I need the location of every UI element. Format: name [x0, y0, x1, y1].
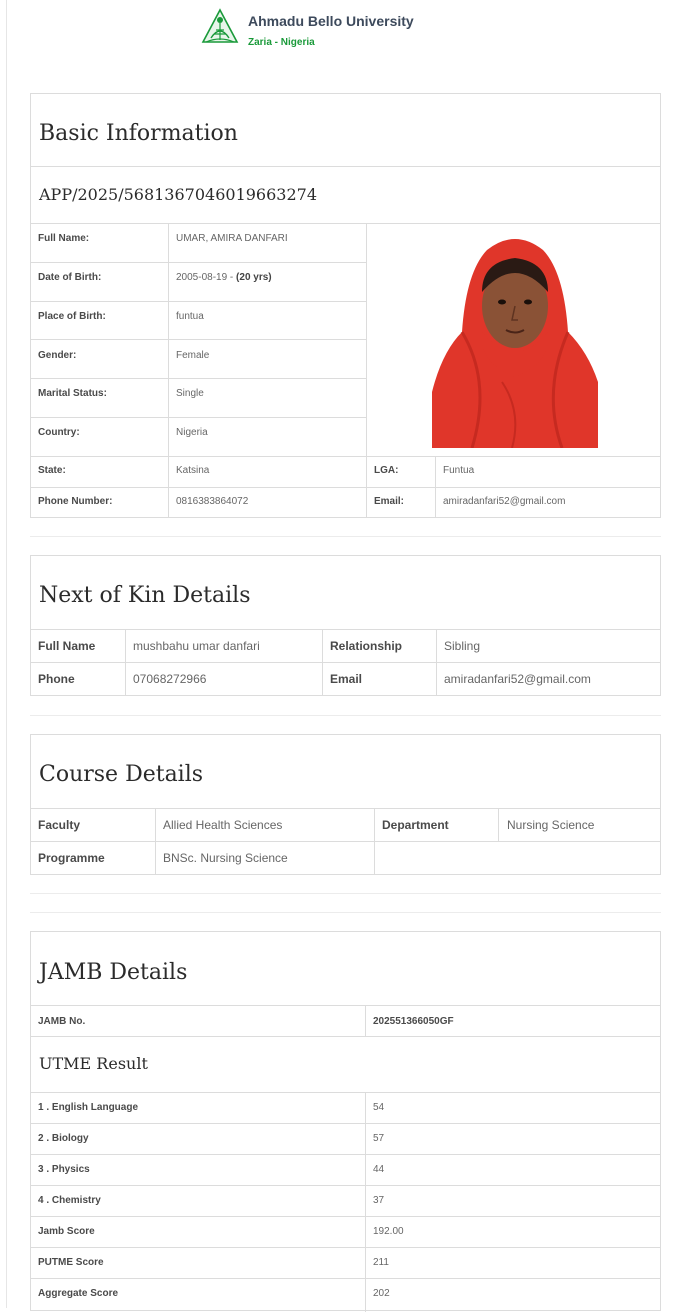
utme-subject-label: 2 . Biology [38, 1133, 89, 1144]
section-divider [30, 715, 661, 716]
aggregate-score-label: Aggregate Score [38, 1288, 119, 1299]
jamb-details-title: JAMB Details [39, 960, 188, 985]
place-of-birth-value: funtua [176, 311, 204, 322]
lga-label: LGA: [374, 465, 399, 476]
nok-full-name-label: Full Name [38, 639, 96, 653]
state-label: State: [38, 465, 66, 476]
place-of-birth-label: Place of Birth: [38, 311, 106, 322]
jamb-score-value: 192.00 [373, 1226, 404, 1237]
email-label: Email: [374, 496, 405, 507]
nok-relationship-label: Relationship [330, 639, 403, 653]
nok-email-label: Email [330, 672, 363, 686]
faculty-value: Allied Health Sciences [163, 818, 283, 832]
passport-photo-image [432, 232, 598, 448]
course-details-title: Course Details [39, 762, 204, 787]
university-header [200, 8, 460, 48]
full-name-value: UMAR, AMIRA DANFARI [176, 233, 288, 244]
putme-score-value: 211 [373, 1257, 389, 1268]
phone-number-value: 0816383864072 [176, 496, 249, 507]
university-logo [200, 8, 240, 46]
section-divider [30, 893, 661, 894]
full-name-label: Full Name: [38, 233, 90, 244]
jamb-score-label: Jamb Score [38, 1226, 95, 1237]
gender-label: Gender: [38, 350, 77, 361]
jamb-details-panel [30, 931, 661, 1311]
gender-value: Female [176, 350, 210, 361]
aggregate-score-value: 202 [373, 1288, 390, 1299]
nok-relationship-value: Sibling [444, 639, 481, 653]
utme-subject-score: 37 [373, 1195, 385, 1206]
utme-subject-score: 44 [373, 1164, 385, 1175]
next-of-kin-panel [30, 555, 661, 696]
utme-result-title: UTME Result [39, 1054, 148, 1073]
jamb-no-value: 202551366050GF [373, 1016, 454, 1027]
utme-subject-score: 54 [373, 1102, 385, 1113]
section-divider [30, 536, 661, 537]
putme-score-label: PUTME Score [38, 1257, 104, 1268]
applicant-photo [432, 232, 598, 448]
programme-label: Programme [38, 851, 105, 865]
programme-value: BNSc. Nursing Science [163, 851, 288, 865]
country-value: Nigeria [176, 427, 208, 438]
next-of-kin-title: Next of Kin Details [39, 583, 251, 608]
jamb-no-label: JAMB No. [38, 1016, 86, 1027]
faculty-label: Faculty [38, 818, 81, 832]
email-value: amiradanfari52@gmail.com [443, 496, 566, 507]
course-details-panel [30, 734, 661, 875]
utme-subject-label: 4 . Chemistry [38, 1195, 101, 1206]
utme-subject-score: 57 [373, 1133, 385, 1144]
lga-value: Funtua [443, 465, 475, 476]
university-name: Ahmadu Bello University [248, 13, 414, 29]
phone-number-label: Phone Number: [38, 496, 113, 507]
application-number: APP/2025/5681367046019663274 [39, 185, 317, 204]
utme-subject-label: 1 . English Language [38, 1102, 139, 1113]
nok-email-value: amiradanfari52@gmail.com [444, 672, 591, 686]
age-text: (20 yrs) [236, 272, 272, 283]
date-of-birth-label: Date of Birth: [38, 272, 102, 283]
department-label: Department [382, 818, 449, 832]
state-value: Katsina [176, 465, 210, 476]
date-of-birth-value [176, 272, 272, 283]
nok-phone-label: Phone [38, 672, 75, 686]
marital-status-value: Single [176, 388, 204, 399]
marital-status-label: Marital Status: [38, 388, 107, 399]
utme-subject-label: 3 . Physics [38, 1164, 90, 1175]
department-value: Nursing Science [507, 818, 595, 832]
basic-information-title: Basic Information [39, 121, 238, 146]
section-divider [30, 912, 661, 913]
nok-phone-value: 07068272966 [133, 672, 207, 686]
page-left-border [6, 0, 7, 1308]
dob-date: 2005-08-19 - [176, 272, 237, 283]
country-label: Country: [38, 427, 80, 438]
university-location: Zaria - Nigeria [248, 37, 315, 48]
nok-full-name-value: mushbahu umar danfari [133, 639, 260, 653]
basic-information-panel [30, 93, 661, 518]
